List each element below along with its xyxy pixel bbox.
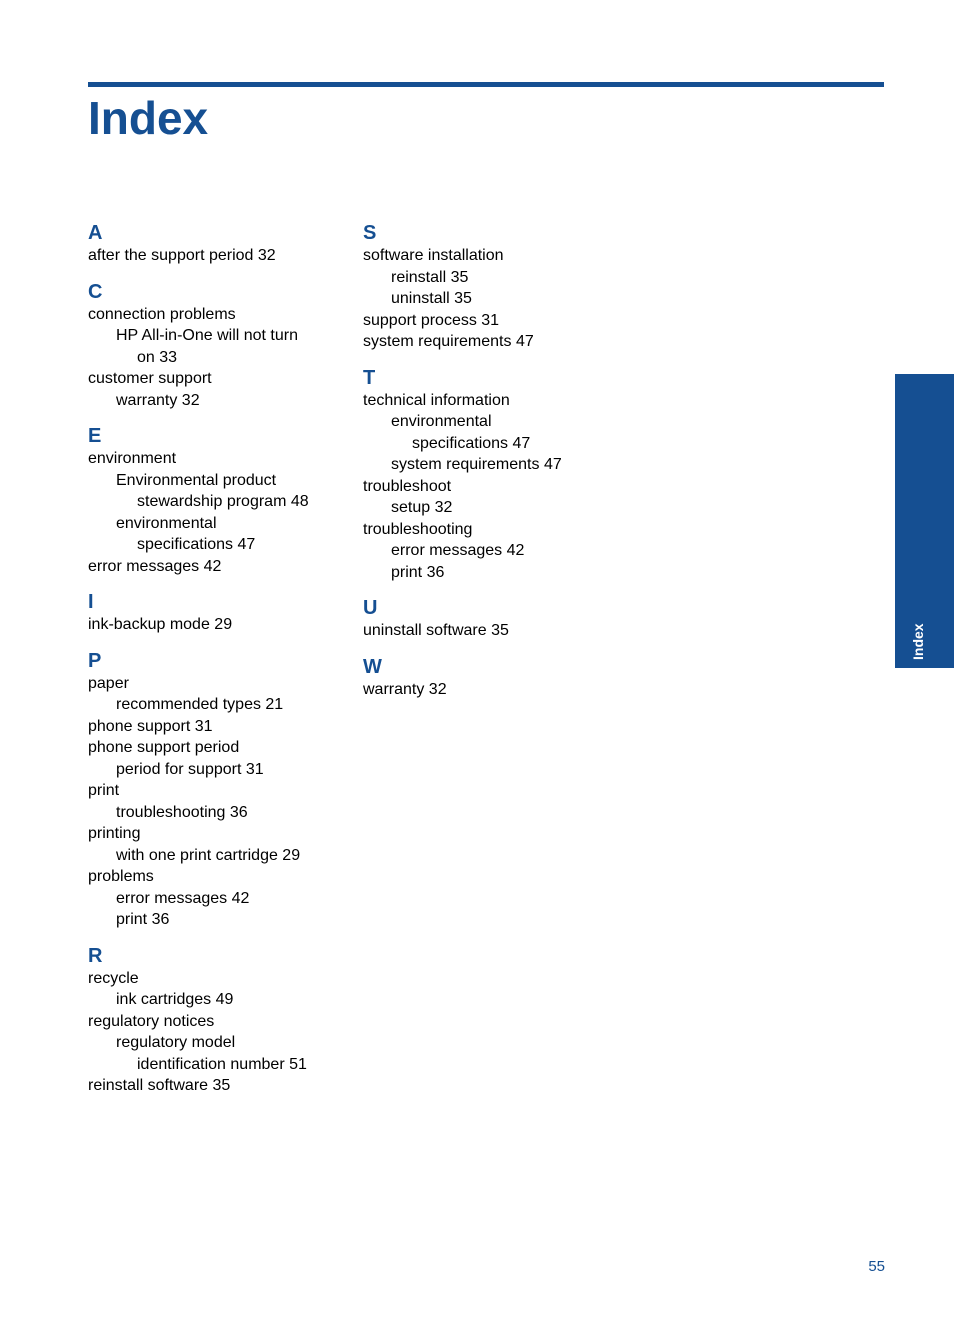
- index-subentry: uninstall 35: [391, 290, 472, 307]
- index-column-right: [363, 221, 623, 713]
- header-rule: [88, 82, 884, 87]
- index-entry: software installation: [363, 247, 504, 264]
- index-subentry: identification number 51: [137, 1055, 307, 1073]
- index-entry: error messages 42: [88, 557, 222, 575]
- index-section-s: [363, 221, 623, 353]
- section-letter: U: [363, 597, 378, 619]
- index-subentry: period for support 31: [116, 760, 264, 778]
- index-subentry: warranty 32: [116, 391, 200, 409]
- index-entry: after the support period 32: [88, 247, 276, 264]
- index-entry: paper: [88, 674, 129, 692]
- index-entry: reinstall software 35: [88, 1077, 231, 1094]
- index-subentry: reinstall 35: [391, 268, 469, 286]
- index-entry: system requirements 47: [363, 333, 534, 350]
- index-subentry: error messages 42: [116, 889, 250, 907]
- index-entry: regulatory notices: [88, 1012, 215, 1030]
- index-subentry: error messages 42: [391, 542, 525, 559]
- index-subentry: system requirements 47: [391, 456, 562, 473]
- page-number: 55: [868, 1258, 885, 1275]
- index-subentry: specifications 47: [137, 536, 256, 553]
- index-entry: print: [88, 782, 120, 799]
- section-letter: I: [88, 591, 94, 613]
- section-letter: A: [88, 222, 103, 244]
- index-subentry: environmental: [391, 413, 492, 430]
- index-entry: problems: [88, 868, 154, 885]
- index-subentry: recommended types 21: [116, 696, 284, 713]
- index-entry: support process 31: [363, 311, 500, 329]
- index-subentry: specifications 47: [412, 434, 531, 452]
- index-entry: printing: [88, 825, 141, 842]
- index-entry: warranty 32: [363, 680, 447, 698]
- index-entry: customer support: [88, 370, 212, 387]
- index-entry: ink-backup mode 29: [88, 616, 233, 633]
- index-subentry: Environmental product: [116, 471, 277, 489]
- index-subentry: print 36: [391, 563, 445, 581]
- index-entry: troubleshoot: [363, 477, 452, 495]
- index-section-u: [363, 596, 623, 642]
- index-section-w: [363, 655, 623, 701]
- index-subentry: setup 32: [391, 499, 453, 516]
- index-section-p: [88, 649, 348, 931]
- index-section-c: [88, 280, 348, 412]
- index-section-t: [363, 366, 623, 584]
- index-section-e: [88, 424, 348, 577]
- section-letter: R: [88, 944, 103, 967]
- index-entry: environment: [88, 450, 177, 467]
- index-entry: phone support period: [88, 739, 240, 756]
- section-letter: W: [363, 655, 382, 678]
- index-subentry: print 36: [116, 911, 170, 928]
- index-entry: recycle: [88, 969, 139, 987]
- index-subentry: with one print cartridge 29: [116, 846, 301, 864]
- index-section-a: [88, 221, 348, 267]
- index-subentry: regulatory model: [116, 1034, 236, 1051]
- index-section-r: [88, 944, 348, 1097]
- section-letter: T: [363, 366, 376, 389]
- index-subentry: on 33: [137, 348, 178, 366]
- section-letter: C: [88, 280, 103, 303]
- index-entry: technical information: [363, 391, 510, 409]
- page-title: Index: [88, 92, 209, 144]
- index-subentry: ink cartridges 49: [116, 991, 234, 1008]
- index-entry: troubleshooting: [363, 520, 473, 538]
- side-tab-label: Index: [910, 623, 926, 660]
- index-column-left: [88, 221, 348, 1110]
- index-entry: uninstall software 35: [363, 622, 509, 639]
- index-subentry: stewardship program 48: [137, 493, 309, 510]
- section-letter: S: [363, 222, 377, 244]
- index-entry: phone support 31: [88, 717, 213, 735]
- index-subentry: HP All-in-One will not turn: [116, 327, 298, 344]
- section-letter: E: [88, 425, 102, 447]
- index-subentry: environmental: [116, 514, 217, 532]
- index-section-i: [88, 590, 348, 636]
- index-subentry: troubleshooting 36: [116, 803, 248, 821]
- index-entry: connection problems: [88, 305, 236, 323]
- section-letter: P: [88, 649, 102, 672]
